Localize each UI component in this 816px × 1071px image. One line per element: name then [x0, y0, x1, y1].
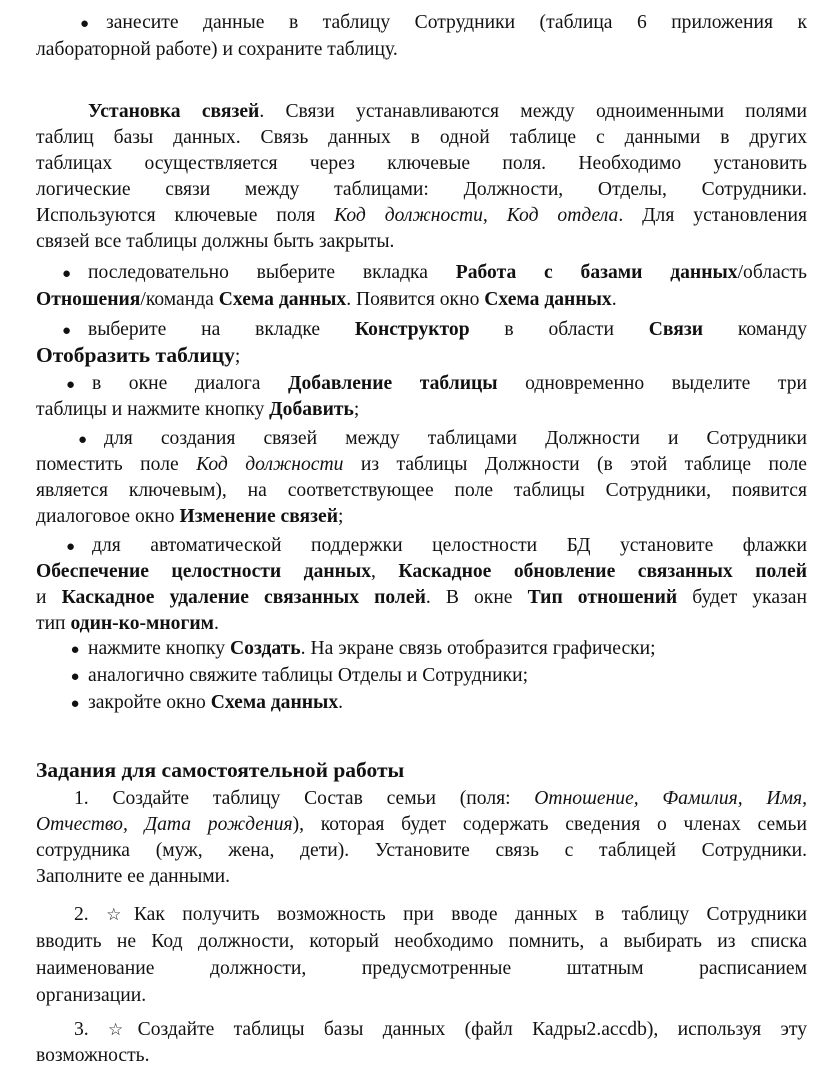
task-1-line-2: [36, 812, 807, 838]
task-2-line-2: вводить не Код должности, который необходимо помнить, а выбирать из списка: [36, 931, 807, 952]
bullet-icon: ●: [70, 642, 80, 658]
b4-text: для создания связей между таблицами Должности и Сотрудники: [104, 428, 807, 449]
b4-dialog: диалоговое окно: [36, 506, 180, 527]
b1-end: .: [611, 289, 617, 310]
b1-tab: Работа с базами данных: [455, 262, 738, 283]
bullet-1-line-1: [62, 260, 807, 287]
b2-text: выберите на вкладке: [88, 319, 355, 340]
bullet-icon: ●: [70, 696, 80, 712]
task-2-text: Как получить возможность при вводе данных в таблицу Сотрудники: [133, 904, 807, 925]
tasks-heading: Задания для самостоятельной работы: [36, 758, 405, 782]
bullet-icon: ●: [80, 16, 90, 32]
bullet-1-line-2: [36, 287, 617, 313]
b1-schema: Схема данных: [218, 289, 347, 310]
b5-text: для автоматической поддержки целостности БД установите флажки: [92, 535, 807, 556]
b1-area: /область: [737, 262, 807, 283]
links-text-5b: . Для установления: [618, 205, 808, 226]
bullet-5-line-3: [36, 585, 807, 611]
task-2-line-4: организации.: [36, 985, 147, 1006]
b4-edit-links: Изменение связей: [179, 506, 339, 527]
task-3-line-1: [74, 1017, 807, 1043]
task-3-number: 3.: [74, 1019, 89, 1040]
links-text-4: логические связи между таблицами: Должности, Отделы, Сотрудники.: [36, 179, 807, 200]
b2-constructor: Конструктор: [354, 319, 470, 340]
b5-end: .: [214, 613, 219, 634]
b1-window: . Появится окно: [346, 289, 485, 310]
bullet-5-line-1: [66, 533, 807, 560]
links-line-5: [36, 203, 807, 229]
b5-type: тип: [36, 613, 71, 634]
b4-from: из таблицы Должности (в этой таблице поле: [343, 454, 808, 475]
task-3-text: Создайте таблицы базы данных (файл Кадры2.accdb), используя эту: [137, 1019, 808, 1040]
bullet-icon: ●: [66, 539, 76, 555]
bullet-2-line-2: [36, 342, 240, 370]
bullet-icon: ●: [70, 669, 80, 685]
b5-one-many: один-ко-многим: [70, 613, 215, 634]
b2-cmd: команду: [703, 319, 808, 340]
task-2-number: 2.: [74, 904, 89, 925]
b6-rest: . На экране связь отобразится графически;: [300, 638, 656, 659]
b8-schema: Схема данных: [210, 692, 339, 713]
bullet-icon: ●: [62, 323, 72, 339]
links-key-fields: Код должности, Код отдела: [334, 205, 619, 226]
b7-text: аналогично свяжите таблицы Отделы и Сотрудники;: [88, 665, 529, 686]
b4-field: Код должности: [196, 454, 344, 475]
b5-window: . В окне: [425, 587, 528, 608]
star-icon: ☆: [106, 905, 134, 925]
bullet-5-line-4: [36, 611, 219, 637]
bullet-5-line-2: [36, 559, 807, 585]
task-1-fields: Отношение, Фамилия, Имя,: [534, 788, 808, 809]
b3-add: Добавить: [269, 399, 354, 420]
links-text-1: . Связи устанавливаются между одноименными полями: [259, 101, 807, 122]
bullet-8: [62, 690, 343, 717]
bullet-icon: ●: [62, 266, 72, 282]
b5-comma: ,: [371, 561, 399, 582]
b5-shown: будет указан: [677, 587, 807, 608]
bullet-4-line-4: [36, 504, 343, 530]
b5-and: и: [36, 587, 62, 608]
b2-end: ;: [234, 346, 241, 367]
intro-line-1: [80, 10, 807, 37]
bullet-2-line-1: [62, 317, 807, 344]
b5-integrity: Обеспечение целостности данных: [36, 561, 372, 582]
task-3-line-2: возможность.: [36, 1045, 150, 1066]
bullet-4-line-1: [78, 426, 807, 453]
b5-rel-type: Тип отношений: [527, 587, 678, 608]
b3-end: ;: [353, 399, 360, 420]
links-text-6: связей все таблицы должны быть закрыты.: [36, 231, 395, 252]
b6-create: Создать: [230, 638, 301, 659]
b5-cascade-delete: Каскадное удаление связанных полей: [61, 587, 426, 608]
task-1-line-4: Заполните ее данными.: [36, 866, 231, 887]
b8-text: закройте окно: [88, 692, 211, 713]
intro-text-1: занесите данные в таблицу Сотрудники (таблица 6 приложения к: [106, 12, 807, 33]
b3-add-table: Добавление таблицы: [288, 373, 498, 394]
bullet-3-line-2: [36, 397, 359, 423]
links-text-3: таблицах осуществляется через ключевые поля. Необходимо установить: [36, 153, 807, 174]
links-title: Установка связей: [88, 101, 260, 122]
bullet-4-line-3: является ключевым), на соответствующее поле таблицы Сотрудники, появится: [36, 480, 807, 501]
bullet-icon: ●: [78, 432, 88, 448]
b3-text: в окне диалога: [92, 373, 289, 394]
task-2-line-3: наименование должности, предусмотренные штатным расписанием: [36, 958, 807, 979]
task-1-line-1: [74, 786, 807, 812]
task-1-text: Создайте таблицу Состав семьи (поля:: [112, 788, 535, 809]
b1-relations: Отношения: [36, 289, 141, 310]
b5-cascade-update: Каскадное обновление связанных полей: [398, 561, 808, 582]
bullet-3-line-1: [66, 371, 807, 398]
b6-text: нажмите кнопку: [88, 638, 230, 659]
b1-text: последовательно выберите вкладка: [88, 262, 456, 283]
task-1-line-3: сотрудника (муж, жена, дети). Установите связь с таблицей Сотрудники.: [36, 840, 807, 861]
bullet-7: [62, 663, 528, 690]
b3-press: таблицы и нажмите кнопку: [36, 399, 270, 420]
b2-links: Связи: [648, 319, 704, 340]
bullet-6: [62, 636, 656, 663]
b4-place: поместить поле: [36, 454, 197, 475]
task-1-fields-2: Отчество, Дата рождения: [36, 814, 293, 835]
bullet-4-line-2: [36, 452, 807, 478]
b2-area: в области: [469, 319, 649, 340]
links-text-5: Используются ключевые поля: [36, 205, 335, 226]
star-icon: ☆: [108, 1020, 138, 1040]
links-text-2: таблиц базы данных. Связь данных в одной таблице с данными в других: [36, 127, 807, 148]
task-1-number: 1.: [74, 788, 89, 809]
b1-schema-2: Схема данных: [484, 289, 612, 310]
bullet-icon: ●: [66, 377, 76, 393]
intro-text-2: лабораторной работе) и сохраните таблицу.: [36, 39, 398, 60]
b8-end: .: [338, 692, 344, 713]
task-1-text-2: ), которая будет содержать сведения о членах семьи: [292, 814, 807, 835]
links-line-1: [88, 99, 807, 125]
b2-show-table: Отобразить таблицу: [36, 343, 235, 367]
task-2-line-1: [74, 902, 807, 928]
b3-select: одновременно выделите три: [497, 373, 807, 394]
b4-end: ;: [338, 506, 344, 527]
b1-cmd: /команда: [140, 289, 219, 310]
